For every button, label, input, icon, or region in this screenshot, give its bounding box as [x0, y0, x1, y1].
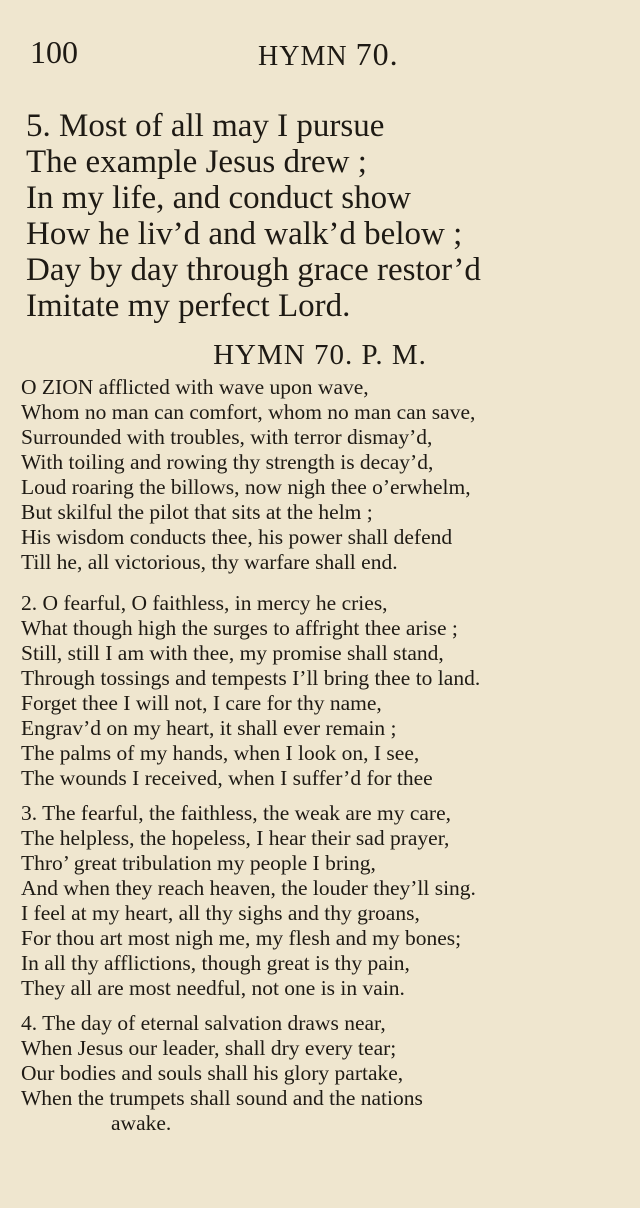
stanza-3	[21, 801, 621, 1001]
stanza-line: Engrav’d on my heart, it shall ever remain ;	[21, 716, 397, 740]
stanza-line: The wounds I received, when I suffer’d for thee	[21, 766, 433, 790]
verse-line: The example Jesus drew ;	[26, 144, 367, 180]
stanza-line: When the trumpets shall sound and the nations	[21, 1086, 423, 1110]
stanza-line: O ZION afflicted with wave upon wave,	[21, 375, 369, 399]
hymn-title: HYMN 70. P. M.	[213, 339, 427, 371]
running-head-number: 70.	[355, 36, 399, 72]
stanza-line: Thro’ great tribulation my people I bring,	[21, 851, 376, 875]
stanza-line: The helpless, the hopeless, I hear their sad prayer,	[21, 826, 450, 850]
stanza-line: Loud roaring the billows, now nigh thee o’erwhelm,	[21, 475, 471, 499]
stanza-line: The palms of my hands, when I look on, I see,	[21, 741, 420, 765]
page-number: 100	[30, 34, 78, 70]
stanza-line: Forget thee I will not, I care for thy name,	[21, 691, 382, 715]
verse-line: Imitate my perfect Lord.	[26, 288, 351, 324]
stanza-line: 3. The fearful, the faithless, the weak are my care,	[21, 801, 451, 825]
stanza-line: awake.	[111, 1111, 172, 1135]
stanza-line: But skilful the pilot that sits at the helm ;	[21, 500, 373, 524]
stanza-line: 4. The day of eternal salvation draws near,	[21, 1011, 386, 1035]
stanza-1	[21, 375, 621, 575]
stanza-line: And when they reach heaven, the louder they’ll sing.	[21, 876, 476, 900]
stanza-line: Surrounded with troubles, with terror dismay’d,	[21, 425, 433, 449]
stanza-line: Still, still I am with thee, my promise shall stand,	[21, 641, 444, 665]
stanza-line: What though high the surges to affright thee arise ;	[21, 616, 458, 640]
verse-line: 5. Most of all may I pursue	[26, 108, 385, 144]
running-head-label: HYMN	[258, 41, 348, 72]
stanza-line: His wisdom conducts thee, his power shall defend	[21, 525, 453, 549]
verse-line: Day by day through grace restor’d	[26, 252, 481, 288]
stanza-2	[21, 591, 621, 791]
stanza-line: They all are most needful, not one is in vain.	[21, 976, 405, 1000]
page-header	[0, 32, 640, 72]
stanza-line: Through tossings and tempests I’ll bring thee to land.	[21, 666, 481, 690]
stanza-line: 2. O fearful, O faithless, in mercy he cries,	[21, 591, 388, 615]
stanza-line: When Jesus our leader, shall dry every tear;	[21, 1036, 397, 1060]
stanza-line: I feel at my heart, all thy sighs and thy groans,	[21, 901, 420, 925]
stanza-line: For thou art most nigh me, my flesh and my bones;	[21, 926, 462, 950]
stanza-line: With toiling and rowing thy strength is decay’d,	[21, 450, 434, 474]
stanza-line: In all thy afflictions, though great is thy pain,	[21, 951, 410, 975]
prior-hymn-verse-5	[26, 108, 626, 324]
stanza-line: Whom no man can comfort, whom no man can save,	[21, 400, 476, 424]
stanza-4	[21, 1011, 621, 1136]
running-head	[258, 34, 399, 77]
verse-line: How he liv’d and walk’d below ;	[26, 216, 463, 252]
verse-line: In my life, and conduct show	[26, 180, 411, 216]
stanza-line: Our bodies and souls shall his glory partake,	[21, 1061, 404, 1085]
stanza-line: Till he, all victorious, thy warfare shall end.	[21, 550, 398, 574]
